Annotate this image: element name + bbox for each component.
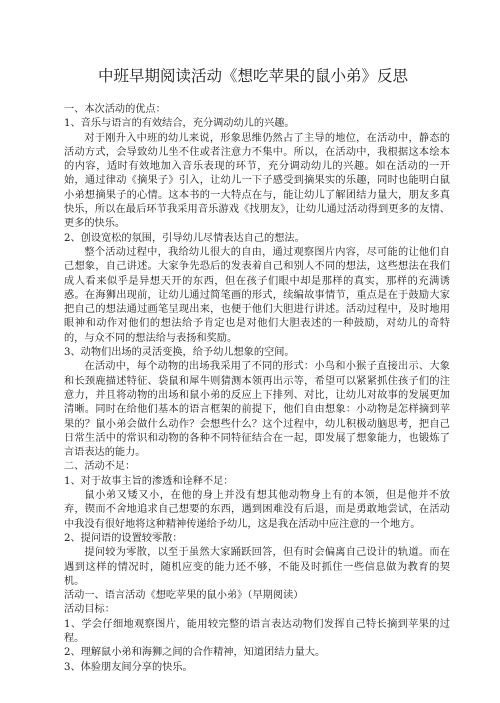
document-body (64, 103, 450, 675)
body-paragraph: 鼠小弟又矮又小，在他的身上并没有想其他动物身上有的本领，但是他并不放弃，锲而不舍地追求自己想要的东西，遇到困难没有后退，而是勇敢地尝试，在活动中我没有很好地将这种精神传递给予幼儿，这是我在活动中应注意的一个地方。 (64, 490, 450, 530)
point-heading: 2、提问语的设置较零散： (64, 532, 183, 544)
point-heading: 1、音乐与语言的有效结合，充分调动幼儿的兴趣。 (64, 118, 295, 130)
section-heading: 一、本次活动的优点： (64, 104, 166, 115)
body-paragraph: 整个活动过程中，我给幼儿很大的自由，通过观察图片内容，尽可能的让他们自己想象，自己讲述。大家争先恐后的发表着自己和别人不同的想法，这些想法在我们成人看来似乎是异想天开的东西，但在孩子们眼中却是那样的真实，那样的充满诱惑。在海狮出现前，让幼儿通过简笔画的形式，续编故事情节，重点是在于鼓励大家把自己的想法通过画笔呈现出来，也便于他们大胆进行讲述。活动过程中，及时地用眼神和动作对他们的想法给予肯定也是对他们大胆表述的一种鼓励，对幼儿的奇特的，与众不同的想法给与表扬和奖励。 (64, 246, 450, 344)
point-heading: 2、创设宽松的氛围，引导幼儿尽情表达自己的想法。 (64, 232, 305, 244)
body-paragraph: 在活动中，每个动物的出场我采用了不同的形式：小鸟和小猴子直接出示、大象和长颈鹿描述特征、袋鼠和犀牛则猜测本领再出示等，希望可以紧紧抓住孩子们的注意力，并且将动物的出场和鼠小弟的反应上下排列、对比，让幼儿对故事的发展更加清晰。同时在给他们基本的语言框架的前提下，他们自由想象：小动物是怎样摘到苹果的？鼠小弟会做什么动作？会想些什么？这个过程中，幼儿积极动脑思考，把自己日常生活中的常识和动物的各种不同特征结合在一起，即发展了想象能力，也锻炼了言语表达的能力。 (64, 361, 450, 459)
point-heading: 1、对于故事主旨的渗透和诠释不足： (64, 475, 234, 487)
body-paragraph: 对于刚升入中班的幼儿来说，形象思维仍然占了主导的地位，在活动中，静态的活动方式，会导致幼儿坐不住或者注意力不集中。所以，在活动中，我根据这本绘本的内容，适时有效地加入音乐表现的环节，充分调动幼儿的兴趣。如在活动的一开始，通过律动《摘果子》引入，让幼儿一下子感受到摘果实的乐趣，同时也能明白鼠小弟想摘果子的心情。这本书的一大特点在与，能让幼儿了解团结力量大，朋友多真快乐，所以在最后环节我采用音乐游戏《找朋友》，让幼儿通过活动得到更多的友情、更多的快乐。 (64, 132, 450, 230)
goals-heading: 活动目标： (64, 604, 115, 616)
section-heading: 二、活动不足： (64, 461, 136, 473)
goal-item: 2、理解鼠小弟和海狮之间的合作精神，知道团结力量大。 (64, 647, 326, 659)
body-paragraph: 提问较为零散，以至于虽然大家踊跃回答，但有时会偏离自己设计的轨道。而在遇到这样的情况时，随机应变的能力还不够，不能及时抓住一些信息做为教育的契机。 (64, 547, 450, 587)
point-heading: 3、动物们出场的灵活变换，给予幼儿想象的空间。 (64, 347, 295, 359)
document-title: 中班早期阅读活动《想吃苹果的鼠小弟》反思 (97, 67, 408, 85)
activity-heading: 活动一、语言活动《想吃苹果的鼠小弟》（早期阅读） (64, 590, 304, 602)
goal-item: 1、学会仔细地观察图片，能用较完整的语言表达动物们发挥自己特长摘到苹果的过程。 (64, 618, 450, 644)
goal-item: 3、体验朋友间分享的快乐。 (64, 661, 193, 673)
